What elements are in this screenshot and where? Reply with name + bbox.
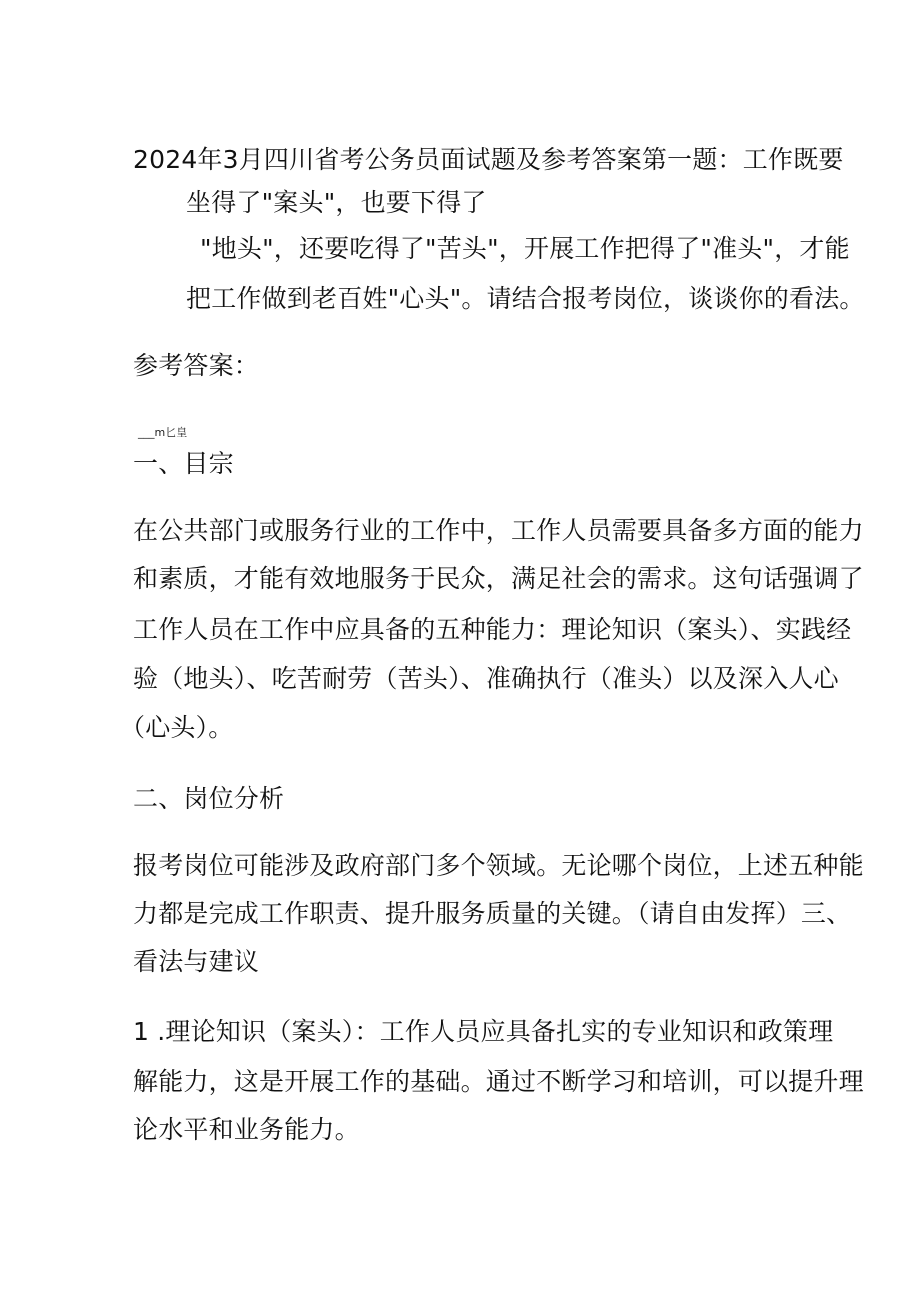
point1-line-1: 1 .理论知识（案头）：工作人员应具备扎实的专业知识和政策理 (133, 1017, 834, 1046)
section1-heading: 一、目宗 (133, 449, 234, 478)
section2-line-2: 力都是完成工作职责、提升服务质量的关键。（请自由发挥）三、 (133, 899, 852, 928)
section1-line-1: 在公共部门或服务行业的工作中，工作人员需要具备多方面的能力 (133, 516, 864, 545)
small-mark: ___m匕皇 (138, 426, 188, 439)
question-title-line-2: 坐得了"案头"，也要下得了 (186, 188, 487, 217)
point1-line-3: 论水平和业务能力。 (133, 1115, 360, 1144)
question-title-line-4: 把工作做到老百姓"心头"。请结合报考岗位，谈谈你的看法。 (186, 284, 865, 313)
question-title-line-1: 2024年3月四川省考公务员面试题及参考答案第一题：工作既要 (133, 145, 844, 174)
section2-heading: 二、岗位分析 (133, 784, 285, 813)
answer-label: 参考答案： (133, 351, 260, 380)
question-title-line-3: "地头"，还要吃得了"苦头"，开展工作把得了"准头"，才能 (200, 234, 850, 263)
section1-line-3: 工作人员在工作中应具备的五种能力：理论知识（案头）、实践经 (133, 615, 852, 644)
point1-line-2: 解能力，这是开展工作的基础。通过不断学习和培训，可以提升理 (133, 1067, 864, 1096)
section2-line-3: 看法与建议 (133, 947, 260, 976)
section2-line-1: 报考岗位可能涉及政府部门多个领域。无论哪个岗位，上述五种能 (133, 851, 864, 880)
section1-line-4: 验（地头）、吃苦耐劳（苦头）、准确执行（准头）以及深入人心 (133, 664, 839, 693)
section1-line-5: （心头）。 (120, 713, 234, 742)
section1-line-2: 和素质，才能有效地服务于民众，满足社会的需求。这句话强调了 (133, 564, 864, 593)
